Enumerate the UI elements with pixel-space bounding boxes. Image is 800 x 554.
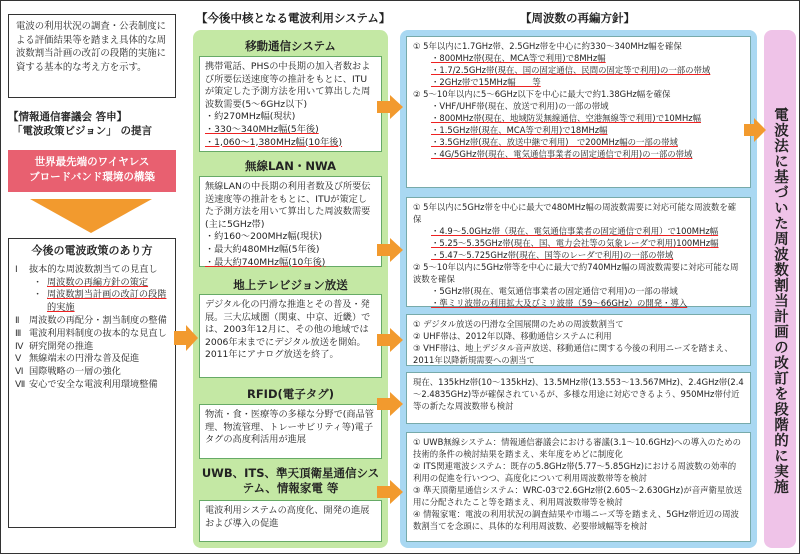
policy-line: ・5.25～5.35GHz帯(現在、国、電力会社等の気象レーダで利用)100MHz幅: [431, 238, 719, 248]
highlight-box: [8, 150, 176, 192]
council-title: [8, 110, 176, 138]
policy-item-number: Ⅳ: [15, 340, 24, 352]
policy-line: ② ITS関連電波システム：既存の5.8GHz帯(5.77～5.85GHz)における周波数の効率的利用の促進を行いつつ、高度化について利用周波数帯等を検討: [413, 461, 737, 483]
policy-line: ・800MHz帯(現在、MCA等で利用)で8MHz幅: [431, 53, 606, 63]
policy-item-number: Ⅱ: [15, 314, 20, 326]
policy-item-text: 安心で安全な電波利用環境整備: [29, 378, 158, 390]
right-header: 【周波数の再編方針】: [520, 11, 635, 25]
policy-item-number: Ⅲ: [15, 327, 22, 339]
policy-line: ・準ミリ波帯の利用拡大及びミリ波帯（59～66GHz）の開発・導入: [431, 298, 688, 308]
mobile-desc: 携帯電話、PHSの中長期の加入者数および所要伝送速度等の推計をもとに、ITUが策定した予測方法を用いて算出した周波数需要(5～6GHz以下): [205, 61, 371, 110]
section-title-uwb: UWB、ITS、準天頂衛星通信システム、情報家電 等: [201, 466, 380, 495]
policy-box-wlan: [406, 197, 751, 307]
section-body-tv: [199, 294, 382, 378]
policy-box-rfid: [406, 372, 751, 424]
policy-line: ③ VHF帯は、地上デジタル音声放送、移動通信に関する今後の利用ニーズを踏まえ、2011年以降新規需要への割当て: [413, 343, 733, 365]
policy-line: ・5GHz帯(現在、電気通信事業者の固定通信で利用)の一部の帯域: [431, 286, 678, 296]
policy-box-uwb: [406, 432, 751, 542]
wlan-item-3: ・最大約740MHz幅(10年後): [205, 256, 326, 268]
policy-item-number: Ⅴ: [15, 353, 22, 365]
council-line-2: 「電波政策ビジョン」 の提言: [12, 125, 152, 137]
intro-box: 電波の利用状況の調査・公表制度による評価結果等を踏まえ具体的な周波数割当計画の改訂の段階的実施に資する基本的な考え方を示す。: [8, 14, 176, 98]
policy-box-mobile: [406, 36, 751, 188]
policy-line: ・4G/5GHz帯(現在、電気通信事業者の固定通信で利用)の一部の帯域: [431, 149, 693, 159]
mobile-item-2: ・330～340MHz幅(5年後): [205, 123, 319, 135]
right-arrow-icon: [174, 325, 198, 351]
mobile-item-1: ・約270MHz幅(現状): [205, 111, 296, 123]
policy-item-number: ・: [33, 289, 43, 301]
policy-line: ・1.7/2.5GHz帯(現在、国の固定通信、民間の固定等で利用)の一部の帯域: [431, 65, 711, 75]
policy-item-text: 周波数の再編方針の策定: [47, 276, 149, 288]
wlan-item-1: ・約160～200MHz幅(現状): [205, 231, 323, 243]
policy-line: ・2GHz帯で15MHz幅 等: [431, 77, 541, 87]
policy-item: [15, 341, 169, 354]
section-title-wlan: 無線LAN・NWA: [244, 159, 337, 173]
highlight-line-1: 世界最先端のワイヤレス: [34, 156, 150, 168]
down-arrow-icon: [30, 199, 152, 233]
policy-line: 現在、135kHz帯(10～135kHz)、13.5MHz帯(13.553～13.567MHz)、2.4GHz帯(2.4～2.4835GHz)等が確保されているが、多様な用途に対応できるよう、950MHz帯付近等の新たな周波数帯も検討: [413, 377, 744, 411]
council-line-1: 【情報通信審議会 答申】: [8, 111, 128, 123]
policy-item-text: 周波数の再配分・割当制度の整備: [29, 314, 167, 326]
section-body-rfid: [199, 404, 382, 459]
policy-item-text: 周波数割当計画の改訂の段階的実施: [47, 289, 167, 314]
section-body-uwb: [199, 500, 382, 542]
policy-line: ・VHF/UHF帯(現在、放送で利用)の一部の帯域: [431, 101, 609, 111]
tv-desc: デジタル化の円滑な推進とその普及・発展。三大広域圏（関東、中京、近畿）では、2003年12月に、その他の地域では2006年末までにデジタル放送を開始。2011年にアナログ放送を終了。: [205, 299, 371, 361]
wlan-item-2: ・最大約480MHz幅(5年後): [205, 243, 320, 255]
policy-line: ③ 準天頂衛星通信システム：WRC-03で2.6GHz帯(2.605～2.630GHz)が音声衛星放送用に分配されたこと等を踏まえ、利用周波数帯等を検討: [413, 485, 742, 507]
mobile-item-3: ・1,060～1,380MHz幅(10年後): [205, 136, 343, 148]
policy-item: [15, 277, 169, 290]
policy-item-text: 無線端末の円滑な普及促進: [29, 353, 140, 365]
policy-item-text: 電波利用料制度の抜本的な見直し: [29, 327, 167, 339]
right-arrow-icon: [377, 328, 403, 352]
middle-header: 【今後中核となる電波利用システム】: [196, 11, 391, 25]
policy-line: ① 5年以内に5GHz帯を中心に最大で480MHz幅の周波数需要に対応可能な周波数を確保: [413, 202, 737, 224]
policy-item-number: Ⅶ: [15, 378, 26, 390]
wlan-desc: 無線LANの中長期の利用者数及び所要伝送速度等の推計をもとに、ITUが策定した予測方法を用いて算出した周波数需要 (主に5GHz帯): [205, 181, 371, 230]
highlight-line-2: ブロードバンド環境の構築: [29, 171, 155, 183]
policy-item-number: ・: [33, 276, 43, 288]
policy-line: ② 5～10年以内に5～6GHz以下を中心に最大で約1.38GHz幅を確保: [413, 89, 671, 99]
policy-item: [15, 379, 169, 392]
policy-item: [15, 264, 169, 277]
section-title-rfid: RFID(電子タグ): [246, 387, 335, 401]
right-arrow-icon: [377, 392, 403, 416]
right-arrow-icon: [377, 95, 403, 119]
policy-item: [15, 289, 169, 315]
policy-item-text: 研究開発の推進: [29, 340, 94, 352]
policy-item-number: Ⅵ: [15, 366, 24, 378]
right-arrow-icon: [377, 238, 403, 262]
policy-item: [15, 328, 169, 341]
policy-item-text: 国際戦略の一層の強化: [29, 366, 121, 378]
policy-line: ・1.5GHz帯(現在、MCA等で利用)で18MHz幅: [431, 125, 608, 135]
policy-item: [15, 353, 169, 366]
policy-line: ・3.5GHz帯(現在、放送中継で利用) で200MHz幅の一部の帯域: [431, 137, 678, 147]
section-title-tv: 地上テレビジョン放送: [233, 278, 348, 292]
policy-line: ・800MHz帯(現在、地域防災無線通信、空港無線等で利用)で10MHz幅: [431, 113, 702, 123]
policy-box: [8, 238, 176, 528]
policy-item: [15, 366, 169, 379]
rfid-desc: 物流・食・医療等の多様な分野で(商品管理、物流管理、トレーサビリティ等)電子タグの高度利活用が進展: [205, 409, 374, 446]
uwb-desc: 電波利用システムの高度化、開発の進展および導入の促進: [205, 505, 370, 529]
policy-line: ② 5～10年以内に5GHz帯等を中心に最大で約740MHz幅の周波数需要に対応可能な周波数を確保: [413, 262, 739, 284]
policy-item: [15, 315, 169, 328]
section-body-wlan: [199, 176, 382, 267]
policy-line: ・4.9～5.0GHz帯（現在、電気通信事業者の固定通信で利用）で100MHz幅: [431, 226, 719, 236]
conclusion-text: 電波法に基づいた周波数割当計画の改訂を段階的に実施: [772, 107, 788, 495]
policy-line: ① 5年以内に1.7GHz帯、2.5GHz帯を中心に約330～340MHz幅を確保: [413, 41, 682, 51]
policy-line: ① デジタル放送の円滑な全国展開のための周波数割当て: [413, 319, 624, 329]
policy-line: ① UWB無線システム：情報通信審議会における審議(3.1～10.6GHz)への導入のための技術的条件の検討結果を踏まえ、来年度をめどに制度化: [413, 437, 742, 459]
policy-box-tv: [406, 314, 751, 366]
section-body-mobile: [199, 56, 382, 152]
policy-line: ② UHF帯は、2012年以降、移動通信システムに利用: [413, 331, 612, 341]
policy-title: 今後の電波政策のあり方: [31, 244, 153, 257]
section-title-mobile: 移動通信システム: [245, 39, 336, 53]
policy-line: ・5.47～5.725GHz帯(現在、国等のレーダで利用)の一部の帯域: [431, 250, 674, 260]
policy-line: ④ 情報家電：電波の利用状況の調査結果や市場ニーズ等を踏まえ、5GHz帯近辺の周波数割当てを念頭に、具体的な利用周波数、必要帯域幅等を検討: [413, 509, 739, 531]
right-arrow-icon: [744, 118, 766, 142]
right-arrow-icon: [377, 480, 403, 504]
policy-item-number: Ⅰ: [15, 263, 18, 275]
policy-item-text: 抜本的な周波数割当ての見直し: [29, 263, 158, 275]
